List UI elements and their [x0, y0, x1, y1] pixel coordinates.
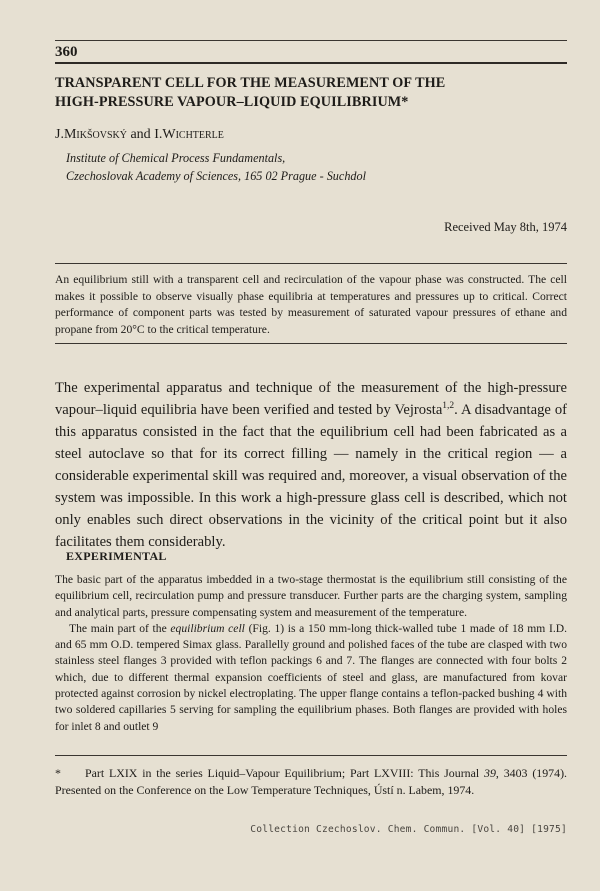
received-date: Received May 8th, 1974 — [444, 220, 567, 234]
article-title — [55, 74, 567, 112]
footnote-rule — [55, 755, 567, 756]
header-rule-bottom — [55, 62, 567, 64]
affiliation-line-1: Institute of Chemical Process Fundamentals, — [66, 151, 286, 165]
footnote-text-1: Part LXIX in the series Liquid–Vapour Equilibrium; Part LXVIII: This Journal — [85, 766, 485, 780]
author-2-surname: ichterle — [175, 127, 224, 142]
author-2-initial: I.W — [154, 127, 176, 142]
citation-superscript: 1,2 — [442, 401, 455, 412]
abstract-rule-bottom — [55, 343, 567, 344]
paragraph-2 — [55, 621, 567, 735]
title-line-1: TRANSPARENT CELL FOR THE MEASUREMENT OF THE — [55, 75, 446, 91]
title-line-2: HIGH-PRESSURE VAPOUR–LIQUID EQUILIBRIUM* — [55, 94, 409, 110]
header-rule-top — [55, 40, 567, 41]
para2-start: The main part of the — [69, 621, 171, 635]
experimental-body — [55, 572, 567, 735]
footnote-volume: 39 — [484, 766, 496, 780]
footnote — [55, 765, 567, 799]
abstract: An equilibrium still with a transparent cell and recirculation of the vapour phase was constructed. The cell makes it possible to observe visually phase equilibria at temperatures and pressures up to critical. Correct performance of component parts was tested by measurement of saturated vapour pressures of ethane and propane from 20°C to the critical temperature. — [55, 273, 567, 336]
section-heading: EXPERIMENTAL — [66, 549, 167, 563]
footnote-mark: * — [55, 766, 61, 780]
journal-footer: Collection Czechoslov. Chem. Commun. [Vol. 40] [1975] — [250, 824, 567, 835]
footnote-text-2: , 3403 (1974). Presented on the Conference on the Low Temperature Techniques, Ústí n. Labem, 1974. — [55, 766, 567, 797]
introduction-paragraph — [55, 377, 567, 553]
para2-emphasis: equilibrium cell — [170, 621, 245, 635]
author-connector: and — [126, 127, 155, 142]
intro-text-1: The experimental apparatus and technique of the measurement of the high-pressure vapour–liquid equilibria have been verified and tested by Vejrosta — [55, 380, 567, 418]
affiliation — [66, 150, 566, 185]
paragraph-1: The basic part of the apparatus imbedded in a two-stage thermostat is the equilibrium still consisting of the equilibrium cell, recirculation pump and pressure transducer. Further parts are the charging system, sampling and analytical parts, pressure compensating system and measurement of the temperature. — [55, 573, 567, 619]
abstract-rule-top — [55, 263, 567, 264]
affiliation-line-2: Czechoslovak Academy of Sciences, 165 02 Prague - Suchdol — [66, 168, 366, 183]
author-list — [55, 127, 567, 143]
page-number: 360 — [55, 44, 78, 60]
intro-text-2: . A disadvantage of this apparatus consisted in the fact that the equilibrium cell had been fabricated as a steel autoclave so that for its correct filling — namely in the critical region — a considerable experimental skill was required and, moreover, a visual observation of the system was impossible. In this work a high-pressure glass cell is described, which not only enables such direct observations in the vicinity of the critical point but it also facilitates them considerably. — [55, 402, 567, 550]
author-1-initial: J.M — [55, 127, 77, 142]
author-1-surname: ikšovský — [76, 127, 127, 142]
para2-rest: (Fig. 1) is a 150 mm-long thick-walled tube 1 made of 18 mm I.D. and 65 mm O.D. tempered Simax glass. Parallelly ground and polished faces of the tube are clasped with two stainless steel flanges 3 provided with teflon packings 6 and 7. The flanges are connected with four bolts 2 which, due to different thermal expansion coefficients of steel and glass, are manufactured from kovar protected against corrosion by nickel electroplating. The upper flange contains a teflon-packed bushing 4 with two soldered capillaries 5 serving for sampling the equilibrium phases. Both flanges are provided with holes for inlet 8 and outlet 9 — [55, 621, 568, 733]
